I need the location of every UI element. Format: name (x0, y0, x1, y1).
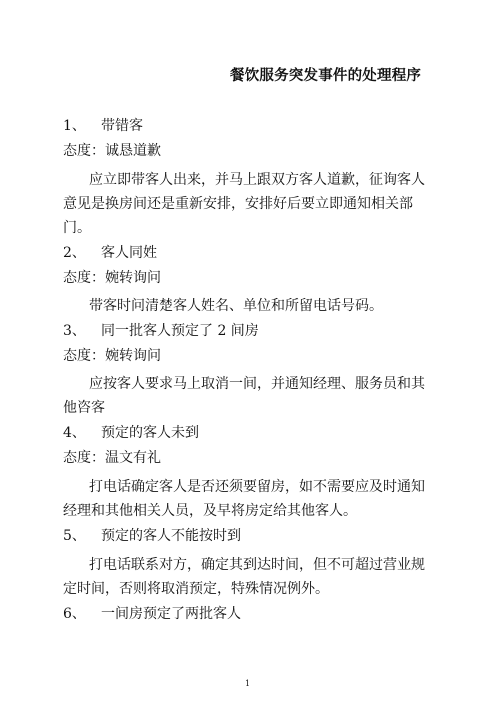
body-line: 带客时问清楚客人姓名、单位和所留电话号码。 (89, 298, 383, 314)
attitude-line: 态度：婉转询问 (63, 270, 161, 286)
body-line: 经理和其他相关人员，及早将房定给其他客人。 (63, 503, 357, 519)
attitude-line: 态度：诚恳道歉 (63, 143, 161, 159)
body-line: 打电话确定客人是否还须要留房，如不需要应及时通知 (89, 479, 425, 495)
section-number: 5、 (63, 528, 86, 544)
body-line: 定时间，否则将取消预定，特殊情况例外。 (63, 581, 329, 597)
section-heading-1 (63, 116, 143, 136)
section-number: 2、 (63, 245, 86, 261)
section-title: 带错客 (101, 118, 143, 134)
section-number: 4、 (63, 425, 86, 441)
section-title: 一间房预定了两批客人 (101, 606, 241, 622)
section-title: 客人同姓 (101, 245, 157, 261)
section-heading-3 (63, 321, 259, 341)
section-heading-6 (63, 604, 241, 624)
body-line: 意见是换房间还是重新安排，安排好后要立即通知相关部 (63, 196, 413, 212)
section-heading-5 (63, 526, 241, 546)
section-title: 预定的客人未到 (101, 425, 199, 441)
section-heading-2 (63, 243, 157, 263)
body-line: 应按客人要求马上取消一间，并通知经理、服务员和其 (89, 376, 425, 392)
section-number: 1、 (63, 118, 86, 134)
attitude-line: 态度：婉转询问 (63, 348, 161, 364)
body-line: 他咨客 (63, 400, 105, 416)
attitude-line: 态度：温文有礼 (63, 450, 161, 466)
page-number: 1 (245, 679, 251, 688)
page-title: 餐饮服务突发事件的处理程序 (230, 68, 422, 84)
body-line: 门。 (63, 220, 91, 236)
section-heading-4 (63, 423, 199, 443)
section-title: 同一批客人预定了 2 间房 (101, 323, 259, 339)
body-line: 打电话联系对方，确定其到达时间，但不可超过营业规 (89, 557, 425, 573)
section-number: 3、 (63, 323, 86, 339)
section-number: 6、 (63, 606, 86, 622)
section-title: 预定的客人不能按时到 (101, 528, 241, 544)
body-line: 应立即带客人出来，并马上跟双方客人道歉，征询客人 (89, 172, 425, 188)
